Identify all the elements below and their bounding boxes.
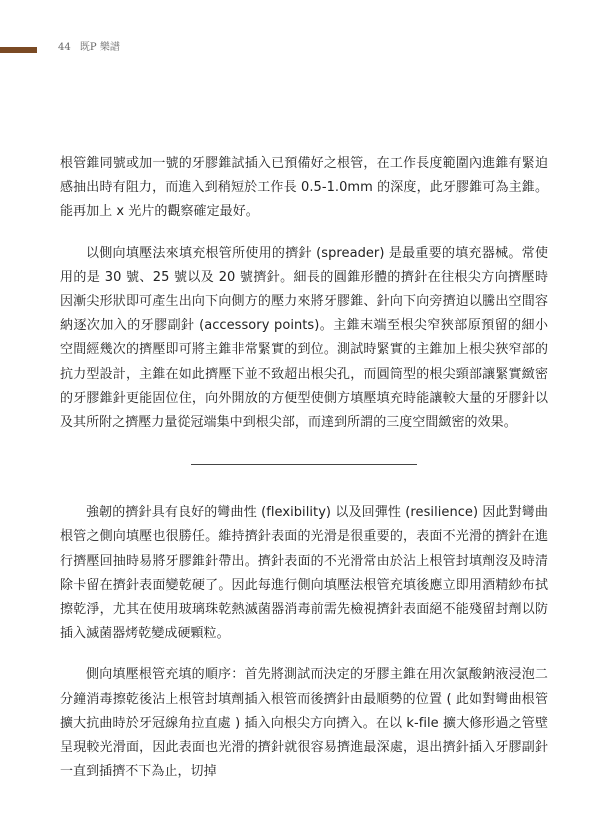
book-title: 既P 樂譜 (79, 42, 120, 53)
running-header (58, 42, 126, 54)
paragraph-4: 側向填壓根管充填的順序：首先將測試而決定的牙膠主錐在用次氯酸鈉液浸泡二分鐘消毒擦乾後沾上根管封填劑插入根管而後擠針由最順勢的位置 ( 此如對彎曲根管擴大抗曲時於牙冠線角拉直處 ) 插入向根尖方向擠入。在以 k-file 擴大修形過之管壁呈現較光滑面，因此表面也光滑的擠針就很容易擠進最深處，退出擠針插入牙膠副針一直到插擠不下為止，切掉 (60, 667, 548, 780)
paragraph-3: 強韌的擠針具有良好的彎曲性 (flexibility) 以及回彈性 (resilience) 因此對彎曲根管之側向填壓也很勝任。維持擠針表面的光滑是很重要的，表面不光滑的擠針在進行擠壓回抽時易將牙膠錐針帶出。擠針表面的不光滑常由於沾上根管封填劑沒及時清除卡留在擠針表面變乾硬了。因此每進行側向填壓法根管充填後應立即用酒精紗布拭擦乾淨，尤其在使用玻璃珠乾熱滅菌器消毒前需先檢視擠針表面絕不能殘留封劑以防插入滅菌器烤乾變成硬顆粒。 (60, 505, 548, 642)
header-accent-bar (0, 47, 37, 53)
page-number: 44 (58, 42, 71, 53)
page-body (60, 152, 548, 784)
paragraph-2: 以側向填壓法來填充根管所使用的擠針 (spreader) 是最重要的填充器械。常使用的是 30 號、25 號以及 20 號擠針。細長的圓錐形體的擠針在往根尖方向擠壓時因漸尖形狀即可產生出向下向側方的壓力來將牙膠錐、針向下向旁擠迫以騰出空間容納逐次加入的牙膠副針 (accessory points)。主錐末端至根尖窄狹部原預留的細小空間經幾次的擠壓即可將主錐非常緊實的到位。測試時緊實的主錐加上根尖狹窄部的抗力型設計，主錐在如此擠壓下並不致超出根尖孔，而圓筒型的根尖頸部讓緊實緻密的牙膠錐針更能固位住，向外開放的方便型使側方填壓填充時能讓較大量的牙膠針以及其所附之擠壓力量從冠端集中到根尖部，而達到所謂的三度空間緻密的效果。 (60, 245, 548, 431)
paragraph-1: 根管錐同號或加一號的牙膠錐試插入已預備好之根管，在工作長度範圍內進錐有緊迫感抽出時有阻力，而進入到稍短於工作長 0.5-1.0mm 的深度，此牙膠錐可為主錐。能再加上 x 光片的觀察確定最好。 (60, 156, 548, 220)
section-divider (191, 464, 417, 465)
